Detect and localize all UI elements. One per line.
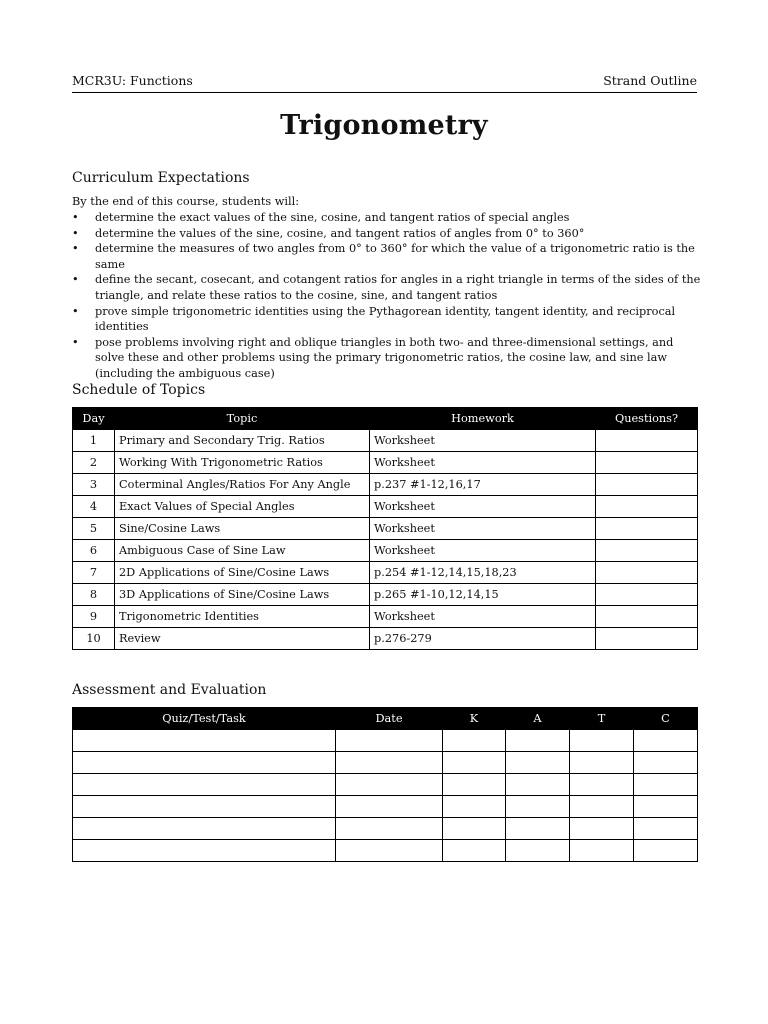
cell-questions[interactable]: [596, 540, 698, 562]
table-row: [73, 430, 698, 452]
cell-a[interactable]: [506, 840, 570, 862]
cell-questions[interactable]: [596, 430, 698, 452]
cell-a[interactable]: [506, 774, 570, 796]
table-row: [73, 540, 698, 562]
cell-date[interactable]: [336, 818, 443, 840]
column-header-date: Date: [336, 708, 443, 730]
page-header: [72, 72, 697, 93]
cell-a[interactable]: [506, 818, 570, 840]
schedule-table: [72, 407, 698, 650]
cell-questions[interactable]: [596, 452, 698, 474]
cell-homework: Worksheet: [370, 496, 596, 518]
cell-k[interactable]: [443, 774, 506, 796]
table-row: [73, 562, 698, 584]
bullet-icon: •: [72, 304, 79, 318]
expectation-item: [72, 210, 702, 226]
table-row: [73, 774, 698, 796]
bullet-icon: •: [72, 226, 79, 240]
cell-homework: Worksheet: [370, 606, 596, 628]
table-row: [73, 518, 698, 540]
cell-day: 7: [73, 562, 115, 584]
cell-day: 4: [73, 496, 115, 518]
bullet-icon: •: [72, 242, 79, 256]
table-row: [73, 606, 698, 628]
cell-questions[interactable]: [596, 474, 698, 496]
cell-homework: p.265 #1-10,12,14,15: [370, 584, 596, 606]
cell-day: 5: [73, 518, 115, 540]
cell-task[interactable]: [73, 774, 336, 796]
cell-day: 6: [73, 540, 115, 562]
cell-questions[interactable]: [596, 562, 698, 584]
cell-topic: Coterminal Angles/Ratios For Any Angle: [115, 474, 370, 496]
table-row: [73, 796, 698, 818]
cell-questions[interactable]: [596, 496, 698, 518]
cell-t[interactable]: [570, 796, 634, 818]
table-row: [73, 752, 698, 774]
expectation-text: determine the measures of two angles from 0° to 360° for which the value of a trigonometric ratio is the same: [95, 242, 695, 271]
expectation-text: pose problems involving right and oblique triangles in both two- and three-dimensional settings, and solve these and other problems using the primary trigonometric ratios, the cosine law, and sine law (including the ambiguous case): [95, 335, 674, 380]
expectation-item: [72, 335, 702, 382]
cell-topic: Sine/Cosine Laws: [115, 518, 370, 540]
column-header-a: A: [506, 708, 570, 730]
column-header-t: T: [570, 708, 634, 730]
assessment-table: [72, 707, 698, 862]
cell-day: 3: [73, 474, 115, 496]
cell-task[interactable]: [73, 818, 336, 840]
cell-day: 9: [73, 606, 115, 628]
cell-date[interactable]: [336, 796, 443, 818]
table-row: [73, 584, 698, 606]
cell-t[interactable]: [570, 730, 634, 752]
cell-day: 10: [73, 628, 115, 650]
expectation-text: define the secant, cosecant, and cotangent ratios for angles in a right triangle in terms of the sides of the triangle, and relate these ratios to the cosine, sine, and tangent ratios: [95, 273, 701, 302]
expectation-item: [72, 272, 702, 303]
table-row: [73, 452, 698, 474]
column-header-homework: Homework: [370, 408, 596, 430]
cell-t[interactable]: [570, 818, 634, 840]
cell-c[interactable]: [634, 752, 698, 774]
course-name: MCR3U: Functions: [72, 73, 193, 88]
assessment-heading: Assessment and Evaluation: [72, 682, 267, 698]
document-type: Strand Outline: [603, 73, 697, 88]
column-header-c: C: [634, 708, 698, 730]
cell-c[interactable]: [634, 840, 698, 862]
table-row: [73, 628, 698, 650]
cell-homework: p.276-279: [370, 628, 596, 650]
curriculum-heading: Curriculum Expectations: [72, 170, 250, 186]
cell-topic: Ambiguous Case of Sine Law: [115, 540, 370, 562]
expectations-list: [72, 210, 702, 382]
cell-topic: Exact Values of Special Angles: [115, 496, 370, 518]
table-row: [73, 474, 698, 496]
cell-task[interactable]: [73, 796, 336, 818]
bullet-icon: •: [72, 211, 79, 224]
expectation-item: [72, 241, 702, 272]
cell-k[interactable]: [443, 818, 506, 840]
cell-t[interactable]: [570, 752, 634, 774]
cell-task[interactable]: [73, 730, 336, 752]
cell-day: 1: [73, 430, 115, 452]
cell-topic: Working With Trigonometric Ratios: [115, 452, 370, 474]
schedule-header-row: [73, 408, 698, 430]
cell-k[interactable]: [443, 840, 506, 862]
cell-t[interactable]: [570, 840, 634, 862]
expectation-text: determine the values of the sine, cosine, and tangent ratios of angles from 0° to 360°: [95, 226, 585, 240]
column-header-topic: Topic: [115, 408, 370, 430]
cell-homework: p.254 #1-12,14,15,18,23: [370, 562, 596, 584]
cell-questions[interactable]: [596, 584, 698, 606]
table-row: [73, 840, 698, 862]
cell-homework: Worksheet: [370, 518, 596, 540]
cell-k[interactable]: [443, 796, 506, 818]
cell-homework: Worksheet: [370, 540, 596, 562]
cell-topic: Trigonometric Identities: [115, 606, 370, 628]
expectation-item: [72, 304, 702, 335]
cell-homework: p.237 #1-12,16,17: [370, 474, 596, 496]
cell-topic: Primary and Secondary Trig. Ratios: [115, 430, 370, 452]
cell-a[interactable]: [506, 752, 570, 774]
table-row: [73, 730, 698, 752]
column-header-task: Quiz/Test/Task: [73, 708, 336, 730]
expectation-text: prove simple trigonometric identities using the Pythagorean identity, tangent identity, and reciprocal identities: [95, 304, 676, 334]
cell-t[interactable]: [570, 774, 634, 796]
page-title: Trigonometry: [280, 110, 488, 141]
cell-topic: Review: [115, 628, 370, 650]
expectation-item: [72, 226, 702, 242]
cell-questions[interactable]: [596, 518, 698, 540]
column-header-day: Day: [73, 408, 115, 430]
bullet-icon: •: [72, 273, 79, 287]
cell-c[interactable]: [634, 730, 698, 752]
expectation-text: determine the exact values of the sine, cosine, and tangent ratios of special angles: [95, 211, 570, 224]
cell-k[interactable]: [443, 730, 506, 752]
cell-date[interactable]: [336, 730, 443, 752]
cell-task[interactable]: [73, 752, 336, 774]
cell-k[interactable]: [443, 752, 506, 774]
column-header-questions: Questions?: [596, 408, 698, 430]
curriculum-intro: By the end of this course, students will:: [72, 195, 300, 208]
cell-topic: 3D Applications of Sine/Cosine Laws: [115, 584, 370, 606]
cell-date[interactable]: [336, 752, 443, 774]
cell-a[interactable]: [506, 796, 570, 818]
table-row: [73, 496, 698, 518]
table-row: [73, 818, 698, 840]
cell-task[interactable]: [73, 840, 336, 862]
cell-topic: 2D Applications of Sine/Cosine Laws: [115, 562, 370, 584]
cell-c[interactable]: [634, 818, 698, 840]
cell-day: 2: [73, 452, 115, 474]
cell-c[interactable]: [634, 796, 698, 818]
bullet-icon: •: [72, 335, 79, 349]
cell-questions[interactable]: [596, 628, 698, 650]
column-header-k: K: [443, 708, 506, 730]
cell-day: 8: [73, 584, 115, 606]
cell-c[interactable]: [634, 774, 698, 796]
cell-questions[interactable]: [596, 606, 698, 628]
cell-homework: Worksheet: [370, 452, 596, 474]
assessment-header-row: [73, 708, 698, 730]
schedule-heading: Schedule of Topics: [72, 382, 206, 398]
cell-a[interactable]: [506, 730, 570, 752]
cell-date[interactable]: [336, 774, 443, 796]
cell-date[interactable]: [336, 840, 443, 862]
cell-homework: Worksheet: [370, 430, 596, 452]
